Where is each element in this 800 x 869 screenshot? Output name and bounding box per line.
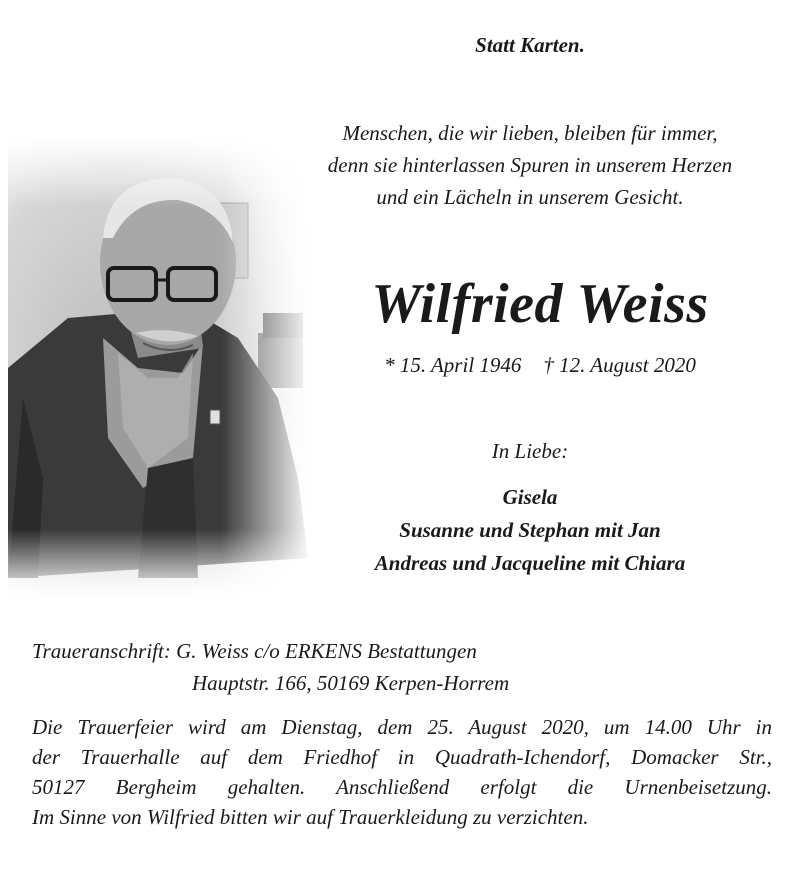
- ceremony-line: 50127 Bergheim gehalten. Anschließend erfolgt die Urnenbeisetzung.: [32, 775, 772, 799]
- mourner-line: Susanne und Stephan mit Jan: [399, 518, 661, 542]
- ceremony-line: der Trauerhalle auf dem Friedhof in Quadrath-Ichendorf, Domacker Str.,: [32, 745, 772, 769]
- ceremony-line: Im Sinne von Wilfried bitten wir auf Trauerkleidung zu verzichten.: [32, 805, 589, 829]
- poem-line: Menschen, die wir lieben, bleiben für immer,: [342, 121, 718, 145]
- life-dates: [320, 353, 760, 378]
- mourning-address: [32, 635, 772, 699]
- statt-karten-heading: Statt Karten.: [475, 33, 585, 57]
- birth-date: * 15. April 1946: [384, 353, 522, 377]
- mourner-line: Gisela: [502, 485, 558, 509]
- address-line-1: Traueranschrift: G. Weiss c/o ERKENS Bestattungen: [32, 639, 477, 663]
- ceremony-info: [32, 712, 772, 832]
- portrait-photo: [8, 138, 313, 598]
- poem-line: denn sie hinterlassen Spuren in unserem Herzen: [327, 153, 733, 177]
- memorial-poem: [265, 117, 795, 213]
- poem-line: und ein Lächeln in unserem Gesicht.: [376, 185, 684, 209]
- deceased-name: Wilfried Weiss: [371, 273, 709, 335]
- in-liebe-label: In Liebe:: [491, 439, 569, 463]
- mourner-line: Andreas und Jacqueline mit Chiara: [374, 551, 686, 575]
- mourners-list: [310, 481, 750, 580]
- death-date: † 12. August 2020: [543, 353, 696, 377]
- ceremony-line: Die Trauerfeier wird am Dienstag, dem 25. August 2020, um 14.00 Uhr in: [32, 715, 772, 739]
- address-line-2: Hauptstr. 166, 50169 Kerpen-Horrem: [192, 671, 510, 695]
